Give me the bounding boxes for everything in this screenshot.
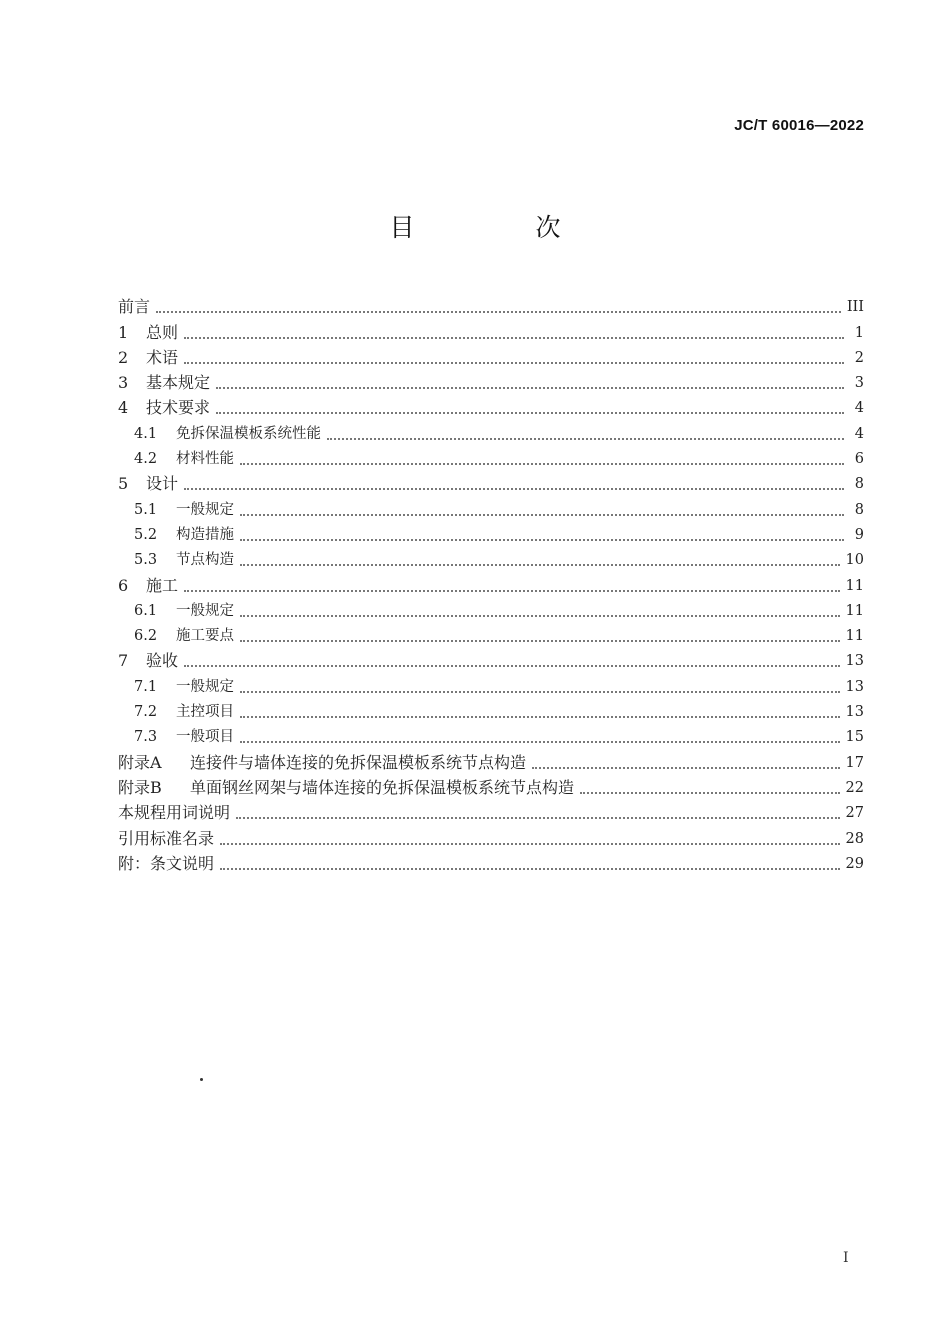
toc-entry-page: 3	[854, 375, 864, 392]
toc-entry-page: 13	[845, 678, 864, 695]
toc-entry[interactable]	[118, 545, 864, 570]
toc-entry-label: 总则	[146, 322, 179, 342]
toc-entry-page: 6	[854, 451, 864, 468]
toc-entry[interactable]	[118, 469, 864, 494]
toc-entry-number: 附录B	[118, 777, 162, 797]
toc-entry-label: 单面钢丝网架与墙体连接的免拆保温模板系统节点构造	[190, 777, 575, 797]
toc-dot-leader	[240, 691, 840, 693]
toc-dot-leader	[156, 311, 841, 313]
page-number: I	[843, 1250, 849, 1266]
toc-entry[interactable]	[118, 596, 864, 621]
toc-entry-number: 7.1	[134, 678, 158, 695]
toc-entry-page: 2	[854, 349, 864, 366]
toc-dot-leader	[240, 539, 844, 541]
table-of-contents	[118, 292, 864, 874]
toc-entry-page: 11	[845, 602, 864, 619]
toc-entry-number: 5.3	[134, 552, 158, 569]
toc-entry-number: 5	[118, 474, 129, 494]
toc-dot-leader	[184, 362, 844, 364]
toc-entry-page: 9	[854, 526, 864, 543]
toc-entry-number: 5.1	[134, 501, 158, 518]
toc-entry-label: 材料性能	[176, 451, 234, 468]
toc-entry-label: 主控项目	[176, 704, 234, 721]
toc-entry-number: 7.3	[134, 729, 158, 746]
toc-entry-page: 13	[845, 704, 864, 721]
toc-entry[interactable]	[118, 494, 864, 519]
toc-entry[interactable]	[118, 722, 864, 747]
toc-entry-number: 7.2	[134, 704, 158, 721]
toc-entry-label: 引用标准名录	[118, 828, 215, 848]
toc-dot-leader	[220, 868, 840, 870]
toc-dot-leader	[184, 337, 844, 339]
toc-entry-label: 术语	[146, 347, 179, 367]
toc-entry[interactable]	[118, 368, 864, 393]
toc-dot-leader	[240, 514, 844, 516]
toc-entry-label: 基本规定	[146, 373, 211, 393]
toc-entry[interactable]	[118, 747, 864, 772]
toc-entry-page: 13	[845, 653, 864, 670]
toc-entry-number: 4.1	[134, 425, 158, 442]
toc-entry-label: 一般规定	[176, 678, 234, 695]
toc-entry-label: 验收	[146, 651, 179, 671]
stray-dot-mark	[200, 1078, 203, 1081]
toc-entry[interactable]	[118, 520, 864, 545]
toc-entry[interactable]	[118, 773, 864, 798]
toc-entry-number: 附录A	[118, 752, 162, 772]
toc-entry-label: 一般项目	[176, 729, 234, 746]
toc-entry-label: 免拆保温模板系统性能	[176, 425, 321, 442]
toc-entry[interactable]	[118, 671, 864, 696]
toc-entry-label: 施工要点	[176, 628, 234, 645]
toc-entry-label: 节点构造	[176, 552, 234, 569]
toc-entry-page: 11	[845, 628, 864, 645]
toc-entry-label: 前言	[118, 297, 151, 317]
toc-dot-leader	[184, 665, 840, 667]
toc-entry-page: 4	[854, 400, 864, 417]
toc-entry-page: 29	[845, 855, 864, 872]
toc-entry-number: 7	[118, 651, 129, 671]
toc-entry[interactable]	[118, 292, 864, 317]
toc-entry-number: 1	[118, 322, 129, 342]
toc-entry[interactable]	[118, 570, 864, 595]
toc-entry-number: 6	[118, 575, 129, 595]
toc-dot-leader	[240, 564, 840, 566]
toc-entry-page: 27	[845, 805, 864, 822]
toc-entry-label: 一般规定	[176, 602, 234, 619]
toc-entry-page: 17	[845, 754, 864, 771]
toc-entry-label: 构造措施	[176, 526, 234, 543]
toc-entry[interactable]	[118, 418, 864, 443]
toc-dot-leader	[240, 716, 840, 718]
toc-entry-page: 10	[845, 552, 864, 569]
standard-code: JC/T 60016—2022	[734, 117, 864, 134]
toc-entry-label: 本规程用词说明	[118, 803, 231, 823]
toc-entry[interactable]	[118, 823, 864, 848]
toc-dot-leader	[240, 615, 840, 617]
toc-entry[interactable]	[118, 343, 864, 368]
toc-entry-label: 连接件与墙体连接的免拆保温模板系统节点构造	[190, 752, 527, 772]
toc-entry[interactable]	[118, 393, 864, 418]
toc-entry-label: 技术要求	[146, 398, 211, 418]
toc-entry-page: 11	[845, 577, 864, 594]
toc-entry-page: 28	[845, 830, 864, 847]
toc-entry-label: 附：条文说明	[118, 853, 215, 873]
toc-dot-leader	[184, 488, 844, 490]
toc-entry[interactable]	[118, 621, 864, 646]
toc-entry-label: 设计	[146, 474, 179, 494]
toc-entry[interactable]	[118, 317, 864, 342]
toc-entry-number: 6.1	[134, 602, 158, 619]
toc-entry-number: 6.2	[134, 628, 158, 645]
toc-entry-label: 施工	[146, 575, 179, 595]
toc-entry-number: 3	[118, 373, 129, 393]
toc-dot-leader	[240, 463, 844, 465]
toc-entry-number: 2	[118, 347, 129, 367]
toc-dot-leader	[532, 767, 840, 769]
toc-dot-leader	[240, 741, 840, 743]
toc-dot-leader	[580, 792, 840, 794]
toc-entry-page: 8	[854, 501, 864, 518]
page-title: 目 次	[389, 213, 609, 242]
toc-dot-leader	[216, 412, 844, 414]
toc-entry[interactable]	[118, 444, 864, 469]
toc-dot-leader	[236, 817, 840, 819]
toc-dot-leader	[216, 387, 844, 389]
toc-entry-page: 22	[845, 779, 864, 796]
toc-entry-page: 1	[854, 324, 864, 341]
toc-entry-number: 4.2	[134, 451, 158, 468]
toc-dot-leader	[220, 843, 840, 845]
toc-entry-label: 一般规定	[176, 501, 234, 518]
toc-dot-leader	[240, 640, 840, 642]
toc-entry-page: 15	[845, 729, 864, 746]
toc-entry-page: 4	[854, 425, 864, 442]
toc-entry[interactable]	[118, 849, 864, 874]
toc-entry[interactable]	[118, 697, 864, 722]
toc-entry[interactable]	[118, 646, 864, 671]
toc-entry[interactable]	[118, 798, 864, 823]
toc-entry-page: III	[846, 299, 864, 316]
toc-entry-number: 4	[118, 398, 129, 418]
toc-dot-leader	[184, 590, 840, 592]
toc-dot-leader	[327, 438, 844, 440]
toc-entry-number: 5.2	[134, 526, 158, 543]
toc-entry-page: 8	[854, 476, 864, 493]
